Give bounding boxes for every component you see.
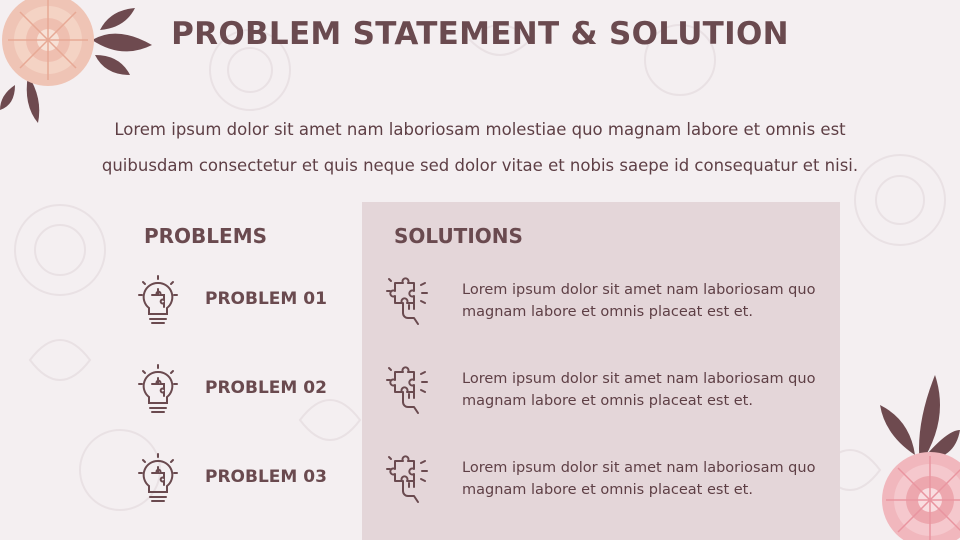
puzzle-hand-icon	[385, 453, 437, 505]
problem-item-1	[135, 275, 345, 327]
flower-bottom-right-decoration	[860, 370, 960, 540]
solutions-heading: SOLUTIONS	[394, 224, 523, 248]
puzzle-hand-icon	[385, 275, 437, 327]
lightbulb-puzzle-icon	[135, 453, 181, 505]
problem-item-2	[135, 364, 345, 416]
slide-title: PROBLEM STATEMENT & SOLUTION	[171, 16, 789, 52]
problems-heading: PROBLEMS	[144, 224, 268, 248]
solution-text: Lorem ipsum dolor sit amet nam laboriosam quo magnam labore et omnis placeat est et.	[462, 460, 816, 498]
solution-item-3	[385, 453, 825, 505]
solution-item-1	[385, 275, 825, 327]
problem-label: PROBLEM 01	[205, 289, 327, 309]
puzzle-hand-icon	[385, 364, 437, 416]
intro-paragraph: Lorem ipsum dolor sit amet nam laboriosam molestiae quo magnam labore et omnis est quibusdam consectetur et quis neque sed dolor vitae et nobis saepe id consequatur et nisi.	[101, 120, 859, 175]
problem-label: PROBLEM 02	[205, 378, 327, 398]
solution-item-2	[385, 364, 825, 416]
solution-text: Lorem ipsum dolor sit amet nam laboriosam quo magnam labore et omnis placeat est et.	[462, 371, 816, 409]
lightbulb-puzzle-icon	[135, 275, 181, 327]
problem-label: PROBLEM 03	[205, 467, 327, 487]
solution-text: Lorem ipsum dolor sit amet nam laboriosam quo magnam labore et omnis placeat est et.	[462, 282, 816, 320]
problem-item-3	[135, 453, 345, 505]
lightbulb-puzzle-icon	[135, 364, 181, 416]
